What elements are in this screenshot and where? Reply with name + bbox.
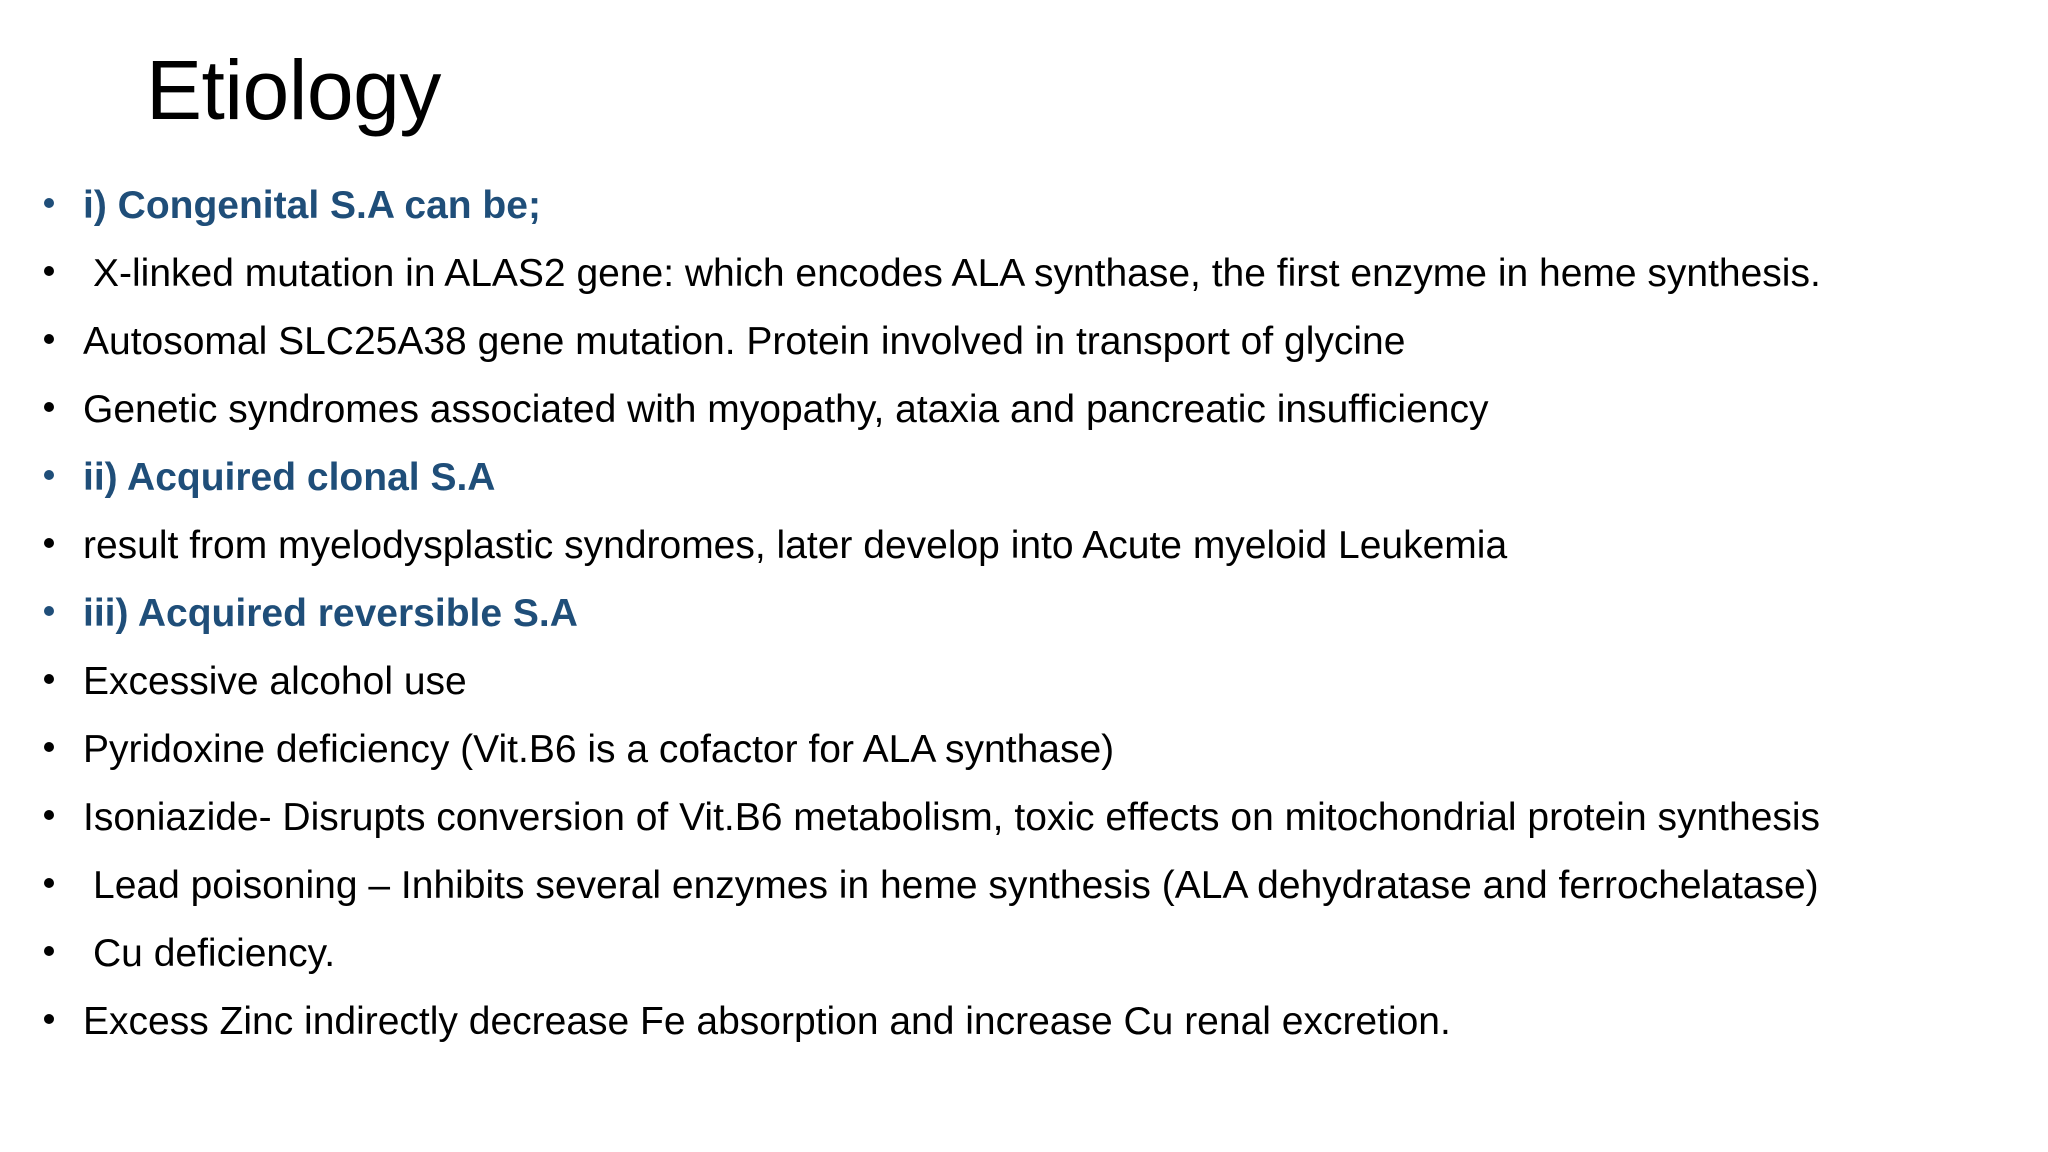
bullet-dot-icon bbox=[44, 1014, 54, 1024]
bullet-dot-icon bbox=[44, 606, 54, 616]
bullet-text: i) Congenital S.A can be; bbox=[83, 184, 541, 227]
bullet-text: Cu deficiency. bbox=[93, 932, 336, 975]
bullet-item bbox=[40, 240, 2030, 308]
bullet-item bbox=[40, 376, 2030, 444]
bullet-text: Isoniazide- Disrupts conversion of Vit.B6 metabolism, toxic effects on mitochondrial protein synthesis bbox=[83, 796, 1821, 839]
bullet-dot-icon bbox=[44, 470, 54, 480]
bullet-item bbox=[40, 784, 2030, 852]
bullet-text: Genetic syndromes associated with myopathy, ataxia and pancreatic insufficiency bbox=[83, 388, 1489, 431]
bullet-item bbox=[40, 988, 2030, 1056]
bullet-dot-icon bbox=[44, 198, 54, 208]
bullet-item bbox=[40, 308, 2030, 376]
bullet-heading-congenital bbox=[40, 172, 2030, 240]
bullet-dot-icon bbox=[44, 742, 54, 752]
slide-title: Etiology bbox=[146, 43, 441, 137]
bullet-dot-icon bbox=[44, 334, 54, 344]
bullet-dot-icon bbox=[44, 266, 54, 276]
bullet-item bbox=[40, 512, 2030, 580]
bullet-dot-icon bbox=[44, 810, 54, 820]
bullet-list bbox=[40, 172, 2030, 1056]
bullet-item bbox=[40, 716, 2030, 784]
bullet-text: result from myelodysplastic syndromes, later develop into Acute myeloid Leukemia bbox=[83, 524, 1508, 567]
bullet-item bbox=[40, 920, 2030, 988]
bullet-dot-icon bbox=[44, 946, 54, 956]
bullet-dot-icon bbox=[44, 674, 54, 684]
bullet-text: Autosomal SLC25A38 gene mutation. Protein involved in transport of glycine bbox=[83, 320, 1406, 363]
bullet-heading-acquired-clonal bbox=[40, 444, 2030, 512]
bullet-text: ii) Acquired clonal S.A bbox=[83, 456, 496, 499]
bullet-text: Lead poisoning – Inhibits several enzymes in heme synthesis (ALA dehydratase and ferrochelatase) bbox=[93, 864, 1819, 907]
bullet-item bbox=[40, 648, 2030, 716]
bullet-dot-icon bbox=[44, 538, 54, 548]
bullet-text: Excess Zinc indirectly decrease Fe absorption and increase Cu renal excretion. bbox=[83, 1000, 1451, 1043]
bullet-text: Excessive alcohol use bbox=[83, 660, 467, 703]
bullet-text: Pyridoxine deficiency (Vit.B6 is a cofactor for ALA synthase) bbox=[83, 728, 1115, 771]
bullet-item bbox=[40, 852, 2030, 920]
bullet-text: iii) Acquired reversible S.A bbox=[83, 592, 578, 635]
bullet-text: X-linked mutation in ALAS2 gene: which encodes ALA synthase, the first enzyme in heme synthesis. bbox=[93, 252, 1821, 295]
bullet-dot-icon bbox=[44, 402, 54, 412]
bullet-heading-acquired-reversible bbox=[40, 580, 2030, 648]
bullet-dot-icon bbox=[44, 878, 54, 888]
